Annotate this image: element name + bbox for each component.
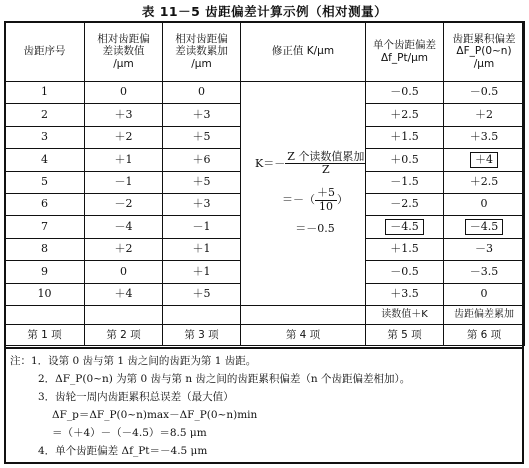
header-acc-l1: 相对齿距偏 (175, 33, 228, 46)
cell-single-deviation: －2.5 (366, 193, 444, 215)
header-correction: 修正值 K/μm (241, 22, 366, 82)
cell-single-deviation: ＋2.5 (366, 104, 444, 126)
cell-accumulation: ＋5 (163, 126, 241, 148)
header-acc-l3: /μm (191, 57, 212, 70)
header-cum-l3: /μm (473, 57, 495, 70)
formula-l2-num: ＋5 (317, 186, 335, 200)
header-cum-l2: ΔF_P(0~n) (456, 45, 512, 58)
cell-accumulation: －1 (163, 216, 241, 238)
table-frame (4, 21, 524, 464)
cell-tooth-index: 9 (5, 261, 85, 283)
cell-reading: ＋3 (85, 104, 163, 126)
cell-tooth-index: 10 (5, 283, 85, 305)
header-cum-l1: 齿距累积偏差 (452, 33, 516, 46)
cell-single-deviation-boxed: －4.5 (385, 219, 424, 235)
formula-l2-suffix: ） (337, 193, 348, 207)
footer-item-6: 第 6 项 (444, 324, 525, 345)
cell-reading: 0 (85, 82, 163, 104)
table-title: 表 11－5 齿距偏差计算示例（相对测量） (141, 4, 388, 19)
cell-reading: －1 (85, 171, 163, 193)
header-acc-l2: 差读数累加 (175, 45, 228, 58)
cell-single-deviation: ＋3.5 (366, 283, 444, 305)
cell-tooth-index: 6 (5, 193, 85, 215)
formula-numerator: Z 个读数值累加 (287, 149, 365, 163)
cell-cumulative-deviation: －3 (444, 238, 525, 260)
footer-item-1: 第 1 项 (5, 324, 85, 345)
cell-reading: ＋2 (85, 126, 163, 148)
formula-l2-den: 10 (319, 199, 333, 213)
cell-tooth-index: 5 (5, 171, 85, 193)
cell-reading: ＋4 (85, 283, 163, 305)
cell-accumulation: ＋6 (163, 149, 241, 171)
cell-cumulative-deviation: －3.5 (444, 261, 525, 283)
formula-line-3: ＝－0.5 (295, 222, 335, 236)
note-2: 2．ΔF_P(0~n) 为第 0 齿与第 n 齿之间的齿距累积偏差（n 个齿距偏差相加）。 (38, 373, 411, 385)
cell-cumulative-deviation: ＋2 (444, 104, 525, 126)
cell-cumulative-deviation: 0 (444, 193, 525, 215)
formula-l2-prefix: ＝－（ (282, 193, 315, 207)
cell-accumulation: ＋3 (163, 104, 241, 126)
cell-tooth-index: 4 (5, 149, 85, 171)
cell-single-deviation: ＋1.5 (366, 126, 444, 148)
cell-cumulative-deviation: －0.5 (444, 82, 525, 104)
header-reading-l2: 差读数值 (102, 45, 145, 58)
cell-reading: ＋1 (85, 149, 163, 171)
footer-item-5: 第 5 项 (366, 324, 444, 345)
header-reading-l1: 相对齿距偏 (97, 33, 150, 46)
header-tooth-index: 齿距序号 (5, 22, 85, 82)
cell-accumulation: ＋5 (163, 171, 241, 193)
cell-single-deviation: ＋0.5 (366, 149, 444, 171)
note-4: 4．单个齿距偏差 Δf_Pt＝－4.5 μm (38, 445, 208, 457)
cell-tooth-index: 2 (5, 104, 85, 126)
cell-accumulation: ＋1 (163, 261, 241, 283)
cell-single-deviation: ＋1.5 (366, 238, 444, 260)
cell-accumulation: ＋5 (163, 283, 241, 305)
cell-tooth-index: 7 (5, 216, 85, 238)
header-single-l1: 单个齿距偏差 (373, 39, 436, 52)
extra-cell-6: 齿距偏差累加 (444, 305, 525, 324)
footer-item-2: 第 2 项 (85, 324, 163, 345)
cell-cumulative-deviation: 0 (444, 283, 525, 305)
cell-single-deviation: －0.5 (366, 82, 444, 104)
cell-tooth-index: 1 (5, 82, 85, 104)
formula-denominator: Z (321, 163, 330, 177)
footer-item-3: 第 3 项 (163, 324, 241, 345)
cell-accumulation: 0 (163, 82, 241, 104)
footer-item-4: 第 4 项 (241, 324, 366, 345)
cell-cumulative-deviation-boxed: ＋4 (470, 152, 498, 168)
cell-cumulative-deviation-boxed: －4.5 (465, 219, 504, 235)
cell-cumulative-deviation: ＋3.5 (444, 126, 525, 148)
cell-tooth-index: 3 (5, 126, 85, 148)
cell-accumulation: ＋1 (163, 238, 241, 260)
cell-single-deviation: －0.5 (366, 261, 444, 283)
note-1: 注：1．设第 0 齿与第 1 齿之间的齿距为第 1 齿距。 (10, 355, 257, 367)
header-reading-l3: /μm (113, 57, 134, 70)
cell-reading: ＋2 (85, 238, 163, 260)
cell-accumulation: ＋3 (163, 193, 241, 215)
extra-cell-5: 读数值＋K (366, 305, 444, 324)
cell-cumulative-deviation: ＋2.5 (444, 171, 525, 193)
note-3-formula: ΔF_p＝ΔF_P(0~n)max－ΔF_P(0~n)min (52, 409, 258, 421)
note-3: 3．齿轮一周内齿距累积总误差（最大值） (38, 391, 234, 403)
header-single-l2: Δf_Pt/μm (380, 51, 429, 64)
cell-reading: 0 (85, 261, 163, 283)
cell-reading: －4 (85, 216, 163, 238)
note-3-result: ＝（＋4）－（－4.5）＝8.5 μm (52, 427, 207, 439)
cell-tooth-index: 8 (5, 238, 85, 260)
cell-reading: －2 (85, 193, 163, 215)
formula-lhs: K＝－ (255, 156, 286, 170)
cell-single-deviation: －1.5 (366, 171, 444, 193)
